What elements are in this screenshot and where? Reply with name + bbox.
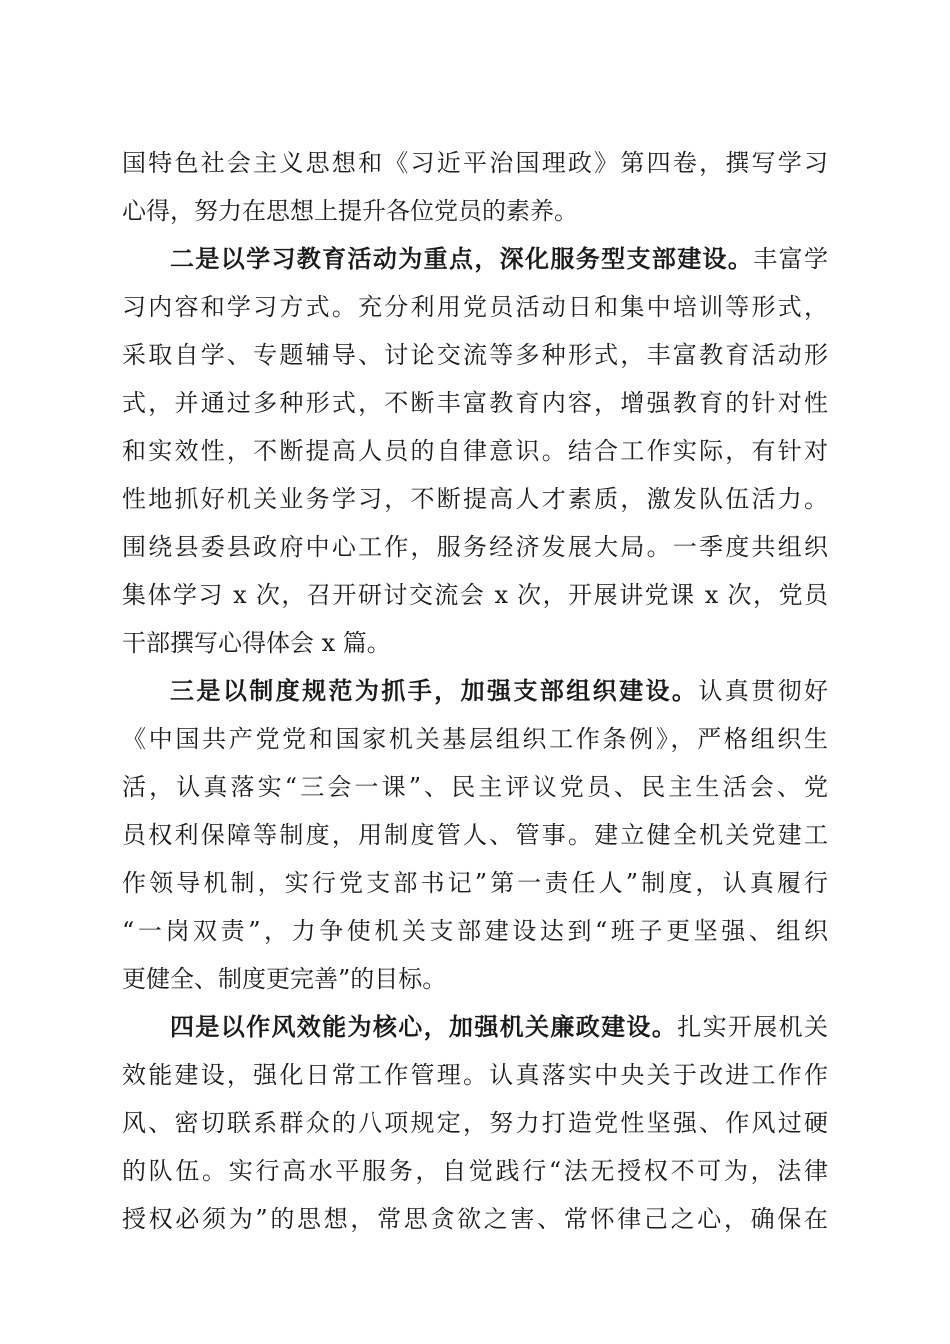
text-run: 扎实开展机关 — [677, 1013, 829, 1041]
paragraph-heading: 四是以作风效能为核心，加强机关廉政建设。 — [170, 1012, 678, 1041]
text-run: 认真贯彻好 — [698, 677, 829, 705]
text-line: 授权必须为”的思想，常思贪欲之害、常怀律己之心，确保在 — [122, 1205, 828, 1233]
text-line: 和实效性，不断提高人员的自律意识。结合工作实际，有针对 — [122, 437, 828, 465]
paragraph-heading-line — [122, 1003, 828, 1051]
text-line: 集体学习 x 次，召开研讨交流会 x 次，开展讲党课 x 次，党员 — [122, 581, 828, 609]
text-line: 采取自学、专题辅导、讨论交流等多种形式，丰富教育活动形 — [122, 341, 828, 369]
text-line: 效能建设，强化日常工作管理。认真落实中央关于改进工作作 — [122, 1061, 828, 1089]
text-line: 《中国共产党党和国家机关基层组织工作条例》，严格组织生 — [122, 725, 828, 753]
text-line: 性地抓好机关业务学习，不断提高人才素质，激发队伍活力。 — [122, 485, 828, 513]
paragraph-heading: 二是以学习教育活动为重点，深化服务型支部建设。 — [170, 244, 754, 273]
text-line: 员权利保障等制度，用制度管人、管事。建立健全机关党建工 — [122, 821, 828, 849]
text-line: 围绕县委县政府中心工作，服务经济发展大局。一季度共组织 — [122, 533, 828, 561]
paragraph-heading-line — [122, 667, 828, 715]
text-line: 干部撰写心得体会 x 篇。 — [122, 629, 391, 657]
text-run: 丰富学 — [753, 245, 829, 273]
paragraph-heading-line — [122, 235, 828, 283]
paragraph-heading: 三是以制度规范为抓手，加强支部组织建设。 — [170, 676, 699, 705]
text-line: “一岗双责”，力争使机关支部建设达到“班子更坚强、组织 — [122, 917, 828, 945]
text-line: 作领导机制，实行党支部书记”第一责任人”制度，认真履行 — [122, 869, 828, 897]
text-line: 式，并通过多种形式，不断丰富教育内容，增强教育的针对性 — [122, 389, 828, 417]
body-text — [122, 139, 828, 1243]
text-line: 风、密切联系群众的八项规定，努力打造党性坚强、作风过硬 — [122, 1109, 828, 1137]
text-line: 的队伍。实行高水平服务，自觉践行“法无授权不可为，法律 — [122, 1157, 828, 1185]
text-line: 国特色社会主义思想和《习近平治国理政》第四卷，撰写学习 — [122, 149, 828, 177]
text-line: 心得，努力在思想上提升各位党员的素养。 — [122, 197, 578, 225]
text-line: 习内容和学习方式。充分利用党员活动日和集中培训等形式， — [122, 293, 828, 321]
text-line: 更健全、制度更完善”的目标。 — [122, 965, 447, 993]
text-line: 活，认真落实“三会一课”、民主评议党员、民主生活会、党 — [122, 773, 828, 801]
